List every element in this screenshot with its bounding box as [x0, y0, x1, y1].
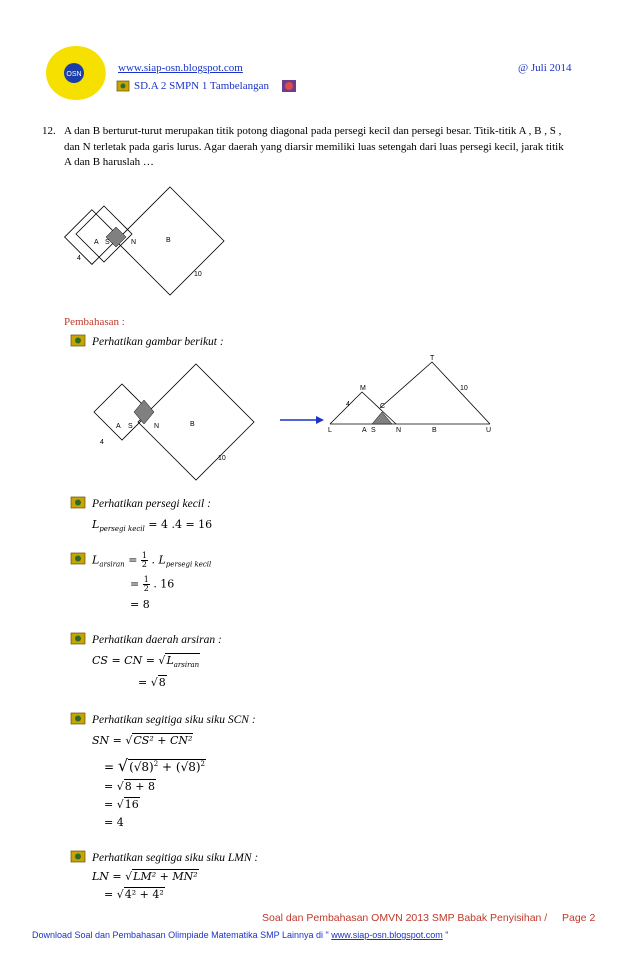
- step-6: Perhatikan segitiga siku siku LMN :: [92, 852, 259, 864]
- step-3-equation-1: $L_{arsiran}$ = $\frac{1}{2}$ . $L_{persegi kecil}$: [92, 551, 212, 569]
- step-5-equation-3: = √8 + 8: [104, 780, 155, 793]
- svg-text:C: C: [380, 403, 386, 410]
- svg-text:10: 10: [194, 271, 202, 278]
- bullet-emblem-icon: [70, 552, 86, 565]
- problem-number: 12.: [42, 125, 56, 137]
- svg-text:A: A: [116, 423, 121, 430]
- svg-text:10: 10: [460, 385, 468, 392]
- step-5-equation-2: = $√(√8)^2 + (√8)^2$: [104, 756, 206, 775]
- svg-text:L: L: [328, 427, 332, 432]
- step-1: Perhatikan gambar berikut :: [92, 336, 224, 348]
- step-4-equation-2: = √8: [138, 676, 166, 689]
- svg-text:S: S: [105, 239, 110, 246]
- bullet-emblem-icon: [70, 496, 86, 509]
- step-4-equation-1: CS = CN = $√L_{arsiran}$: [92, 654, 200, 669]
- step-6-equation-1: LN = √LM² + MN²: [92, 870, 198, 883]
- svg-text:B: B: [432, 427, 437, 432]
- svg-text:M: M: [360, 385, 366, 392]
- svg-text:S: S: [371, 427, 376, 432]
- svg-text:N: N: [154, 423, 160, 430]
- problem-line-3: A dan B haruslah …: [64, 156, 154, 168]
- bullet-emblem-icon: [70, 334, 86, 347]
- svg-text:U: U: [486, 427, 492, 432]
- emblem-icon: [116, 80, 130, 92]
- svg-text:4: 4: [346, 401, 350, 408]
- solution-figure-squares: [86, 360, 266, 484]
- footer-page: Page 2: [562, 912, 596, 924]
- footer-download: Download Soal dan Pembahasan Olimpiade Matematika SMP Lainnya di " www.siap-osn.blogspot.com ": [32, 930, 449, 940]
- step-3-equation-2: = $\frac{1}{2}$ . 16: [130, 575, 175, 593]
- solution-figure-triangles: [326, 352, 506, 432]
- step-5-equation-1: SN = √CS² + CN²: [92, 734, 193, 747]
- problem-line-1: A dan B berturut-turut merupakan titik potong diagonal pada persegi kecil dan persegi besar. Titik-titik A , B , S ,: [64, 125, 562, 137]
- solution-heading: Pembahasan :: [64, 316, 125, 328]
- emoticon-icon: [282, 80, 296, 92]
- step-2-equation: $L_{persegi kecil} = 4$ .4 = 16: [92, 518, 213, 533]
- osn-logo: [44, 44, 108, 102]
- svg-text:10: 10: [218, 455, 226, 462]
- bullet-emblem-icon: [70, 850, 86, 863]
- footer-download-link[interactable]: www.siap-osn.blogspot.com: [331, 930, 443, 940]
- step-3-equation-3: = 8: [130, 598, 150, 611]
- svg-text:T: T: [430, 355, 435, 362]
- svg-text:A: A: [94, 239, 99, 246]
- svg-text:A: A: [362, 427, 367, 432]
- svg-text:B: B: [166, 237, 171, 244]
- header-author: SD.A 2 SMPN 1 Tambelangan: [134, 80, 270, 92]
- step-5-equation-4: = √16: [104, 798, 139, 811]
- svg-text:4: 4: [77, 255, 81, 262]
- step-5: Perhatikan segitiga siku siku SCN :: [92, 714, 256, 726]
- svg-text:N: N: [396, 427, 402, 432]
- step-6-equation-2: = √4² + 4²: [104, 888, 164, 901]
- svg-text:S: S: [128, 423, 133, 430]
- svg-text:OSN: OSN: [66, 71, 82, 78]
- footer-title: Soal dan Pembahasan OMVN 2013 SMP Babak Penyisihan /: [262, 912, 548, 924]
- header-site-link[interactable]: www.siap-osn.blogspot.com: [118, 62, 243, 74]
- step-2: Perhatikan persegi kecil :: [92, 498, 211, 510]
- svg-text:4: 4: [100, 439, 104, 446]
- svg-text:B: B: [190, 421, 195, 428]
- bullet-emblem-icon: [70, 632, 86, 645]
- header-date: @ Juli 2014: [518, 62, 572, 74]
- bullet-emblem-icon: [70, 712, 86, 725]
- problem-figure: [62, 184, 242, 304]
- arrow-right-icon: [278, 414, 326, 426]
- step-4: Perhatikan daerah arsiran :: [92, 634, 222, 646]
- step-5-equation-5: = 4: [104, 816, 124, 829]
- svg-text:N: N: [131, 239, 137, 246]
- problem-line-2: dan N terletak pada garis lurus. Agar daerah yang diarsir memiliki luas setengah dari luas persegi kecil, jarak titik: [64, 140, 564, 153]
